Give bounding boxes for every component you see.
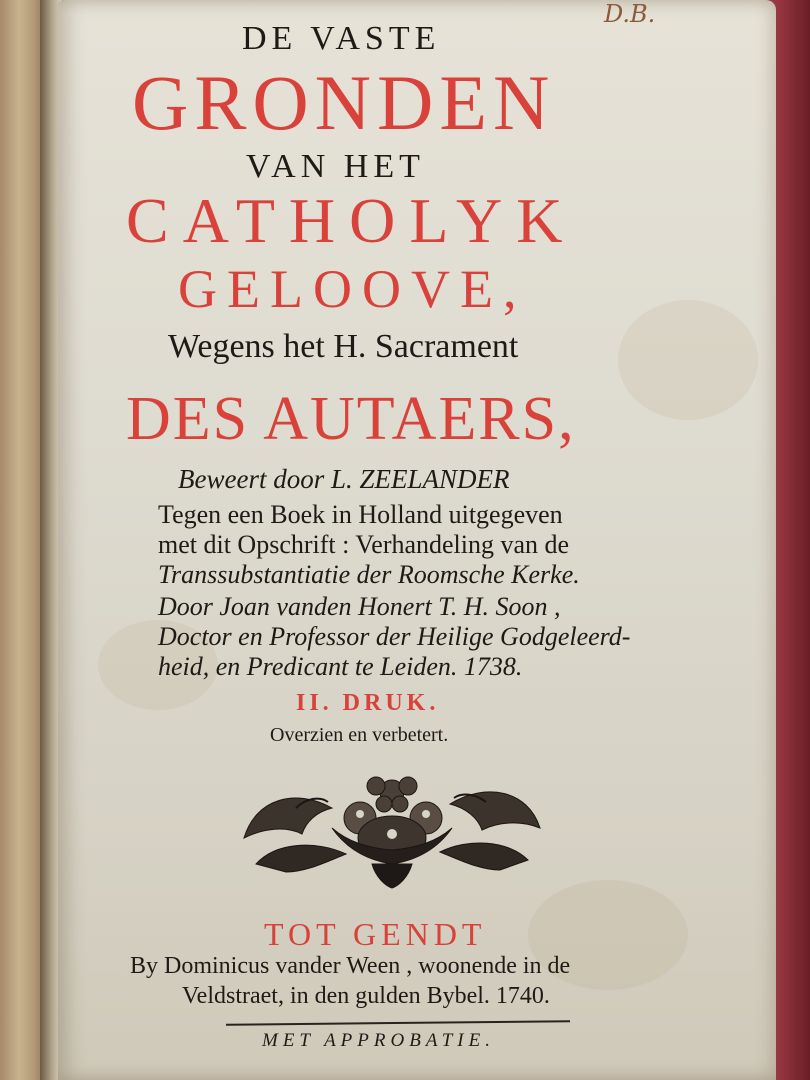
- title-line-geloove: GELOOVE,: [178, 259, 527, 319]
- title-line-des-autaers: DES AUTAERS,: [126, 385, 576, 453]
- description-line-2: met dit Opschrift : Verhandeling van de: [158, 530, 570, 559]
- subtitle-wegens: Wegens het H. Sacrament: [168, 328, 519, 365]
- title-line-gronden: GRONDEN: [132, 59, 556, 146]
- printer-line-1: By Dominicus vander Ween , woonende in de: [130, 953, 571, 979]
- title-line-de-vaste: DE VASTE: [242, 20, 441, 57]
- title-line-catholyk: CATHOLYK: [126, 185, 577, 256]
- imprint-place: TOT GENDT: [264, 916, 487, 952]
- description-line-1: Tegen een Boek in Holland uitgegeven: [158, 500, 563, 529]
- title-line-van-het: VAN HET: [246, 148, 425, 185]
- description-line-3: Transsubstantiatie der Roomsche Kerke.: [158, 560, 580, 589]
- floral-vignette-icon: [236, 768, 548, 890]
- description-line-5: Doctor en Professor der Heilige Godgeleerd-: [158, 622, 631, 651]
- description-line-4: Door Joan vanden Honert T. H. Soon ,: [158, 592, 561, 621]
- handwritten-mark: D.B.: [604, 0, 656, 28]
- description-line-6: heid, en Predicant te Leiden. 1738.: [158, 652, 523, 681]
- edition-label: II. DRUK.: [296, 690, 440, 716]
- author-line: Beweert door L. ZEELANDER: [178, 464, 510, 494]
- printer-line-2: Veldstraet, in den gulden Bybel. 1740.: [182, 983, 550, 1009]
- approbation-line: MET APPROBATIE.: [262, 1030, 495, 1051]
- revised-note: Overzien en verbetert.: [270, 724, 449, 746]
- paper-stain: [618, 300, 758, 420]
